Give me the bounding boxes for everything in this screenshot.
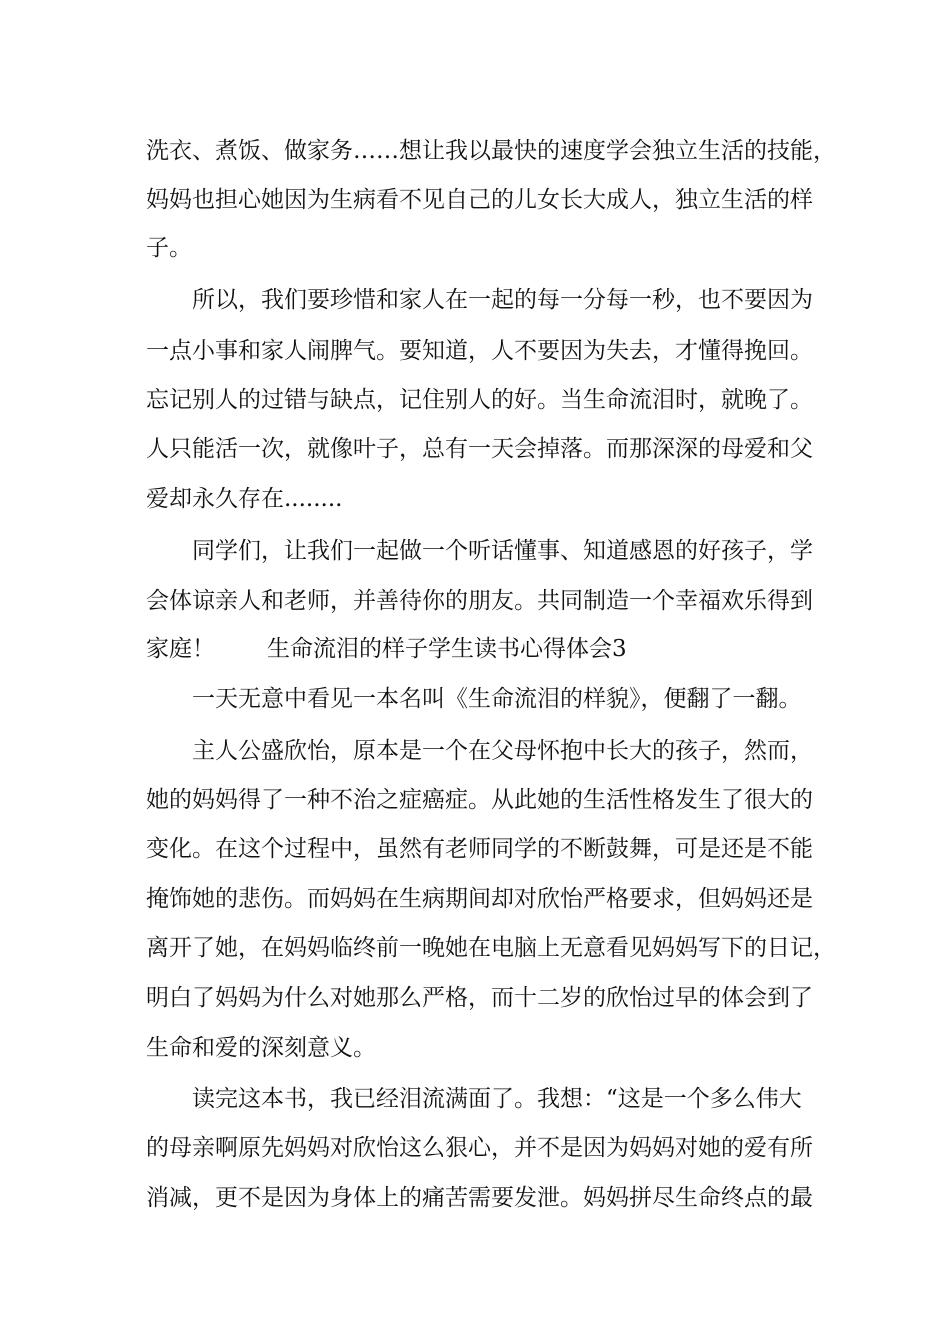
text-line: 子。 [146, 235, 192, 261]
text-line: 变化。在这个过程中，虽然有老师同学的不断鼓舞，可是还是不能 [146, 836, 813, 862]
text-line: 生命和爱的深刻意义。 [146, 1035, 376, 1061]
text-line: 忘记别人的过错与缺点，记住别人的好。当生命流泪时，就晚了。 [146, 387, 813, 413]
text-line: 所以，我们要珍惜和家人在一起的每一分每一秒，也不要因为 [192, 287, 813, 313]
text-line: 同学们，让我们一起做一个听话懂事、知道感恩的好孩子，学 [192, 538, 813, 564]
text-line: 会体谅亲人和老师，并善待你的朋友。共同制造一个幸福欢乐得到 [146, 588, 813, 614]
text-line: 离开了她，在妈妈临终前一晚她在电脑上无意看见妈妈写下的日记， [146, 935, 836, 961]
text-line: 的母亲啊原先妈妈对欣怡这么狠心，并不是因为妈妈对她的爱有所 [146, 1135, 813, 1161]
text-line: 洗衣、煮饭、做家务……想让我以最快的速度学会独立生活的技能， [146, 138, 836, 164]
text-line: 妈妈也担心她因为生病看不见自己的儿女长大成人，独立生活的样 [146, 187, 813, 213]
text-line: 一天无意中看见一本名叫《生命流泪的样貌》，便翻了一翻。 [192, 686, 802, 712]
text-line [146, 634, 627, 664]
text-line: 读完这本书，我已经泪流满面了。我想：“这是一个多么伟大 [192, 1086, 802, 1112]
text-line: 爱却永久存在........ [146, 486, 343, 512]
text-line: 主人公盛欣怡，原本是一个在父母怀抱中长大的孩子，然而， [192, 738, 813, 764]
text-line: 一点小事和家人闹脾气。要知道，人不要因为失去，才懂得挽回。 [146, 338, 813, 364]
text-segment: 家庭！ [146, 636, 215, 662]
text-line: 她的妈妈得了一种不治之症癌症。从此她的生活性格发生了很大的 [146, 787, 813, 813]
text-line: 消减，更不是因为身体上的痛苦需要发泄。妈妈拼尽生命终点的最 [146, 1185, 813, 1211]
text-line: 人只能活一次，就像叶子，总有一天会掉落。而那深深的母爱和父 [146, 436, 813, 462]
text-line: 明白了妈妈为什么对她那么严格，而十二岁的欣怡过早的体会到了 [146, 985, 813, 1011]
text-line: 掩饰她的悲伤。而妈妈在生病期间却对欣怡严格要求，但妈妈还是 [146, 886, 813, 912]
section-heading: 生命流泪的样子学生读书心得体会3 [267, 636, 627, 662]
